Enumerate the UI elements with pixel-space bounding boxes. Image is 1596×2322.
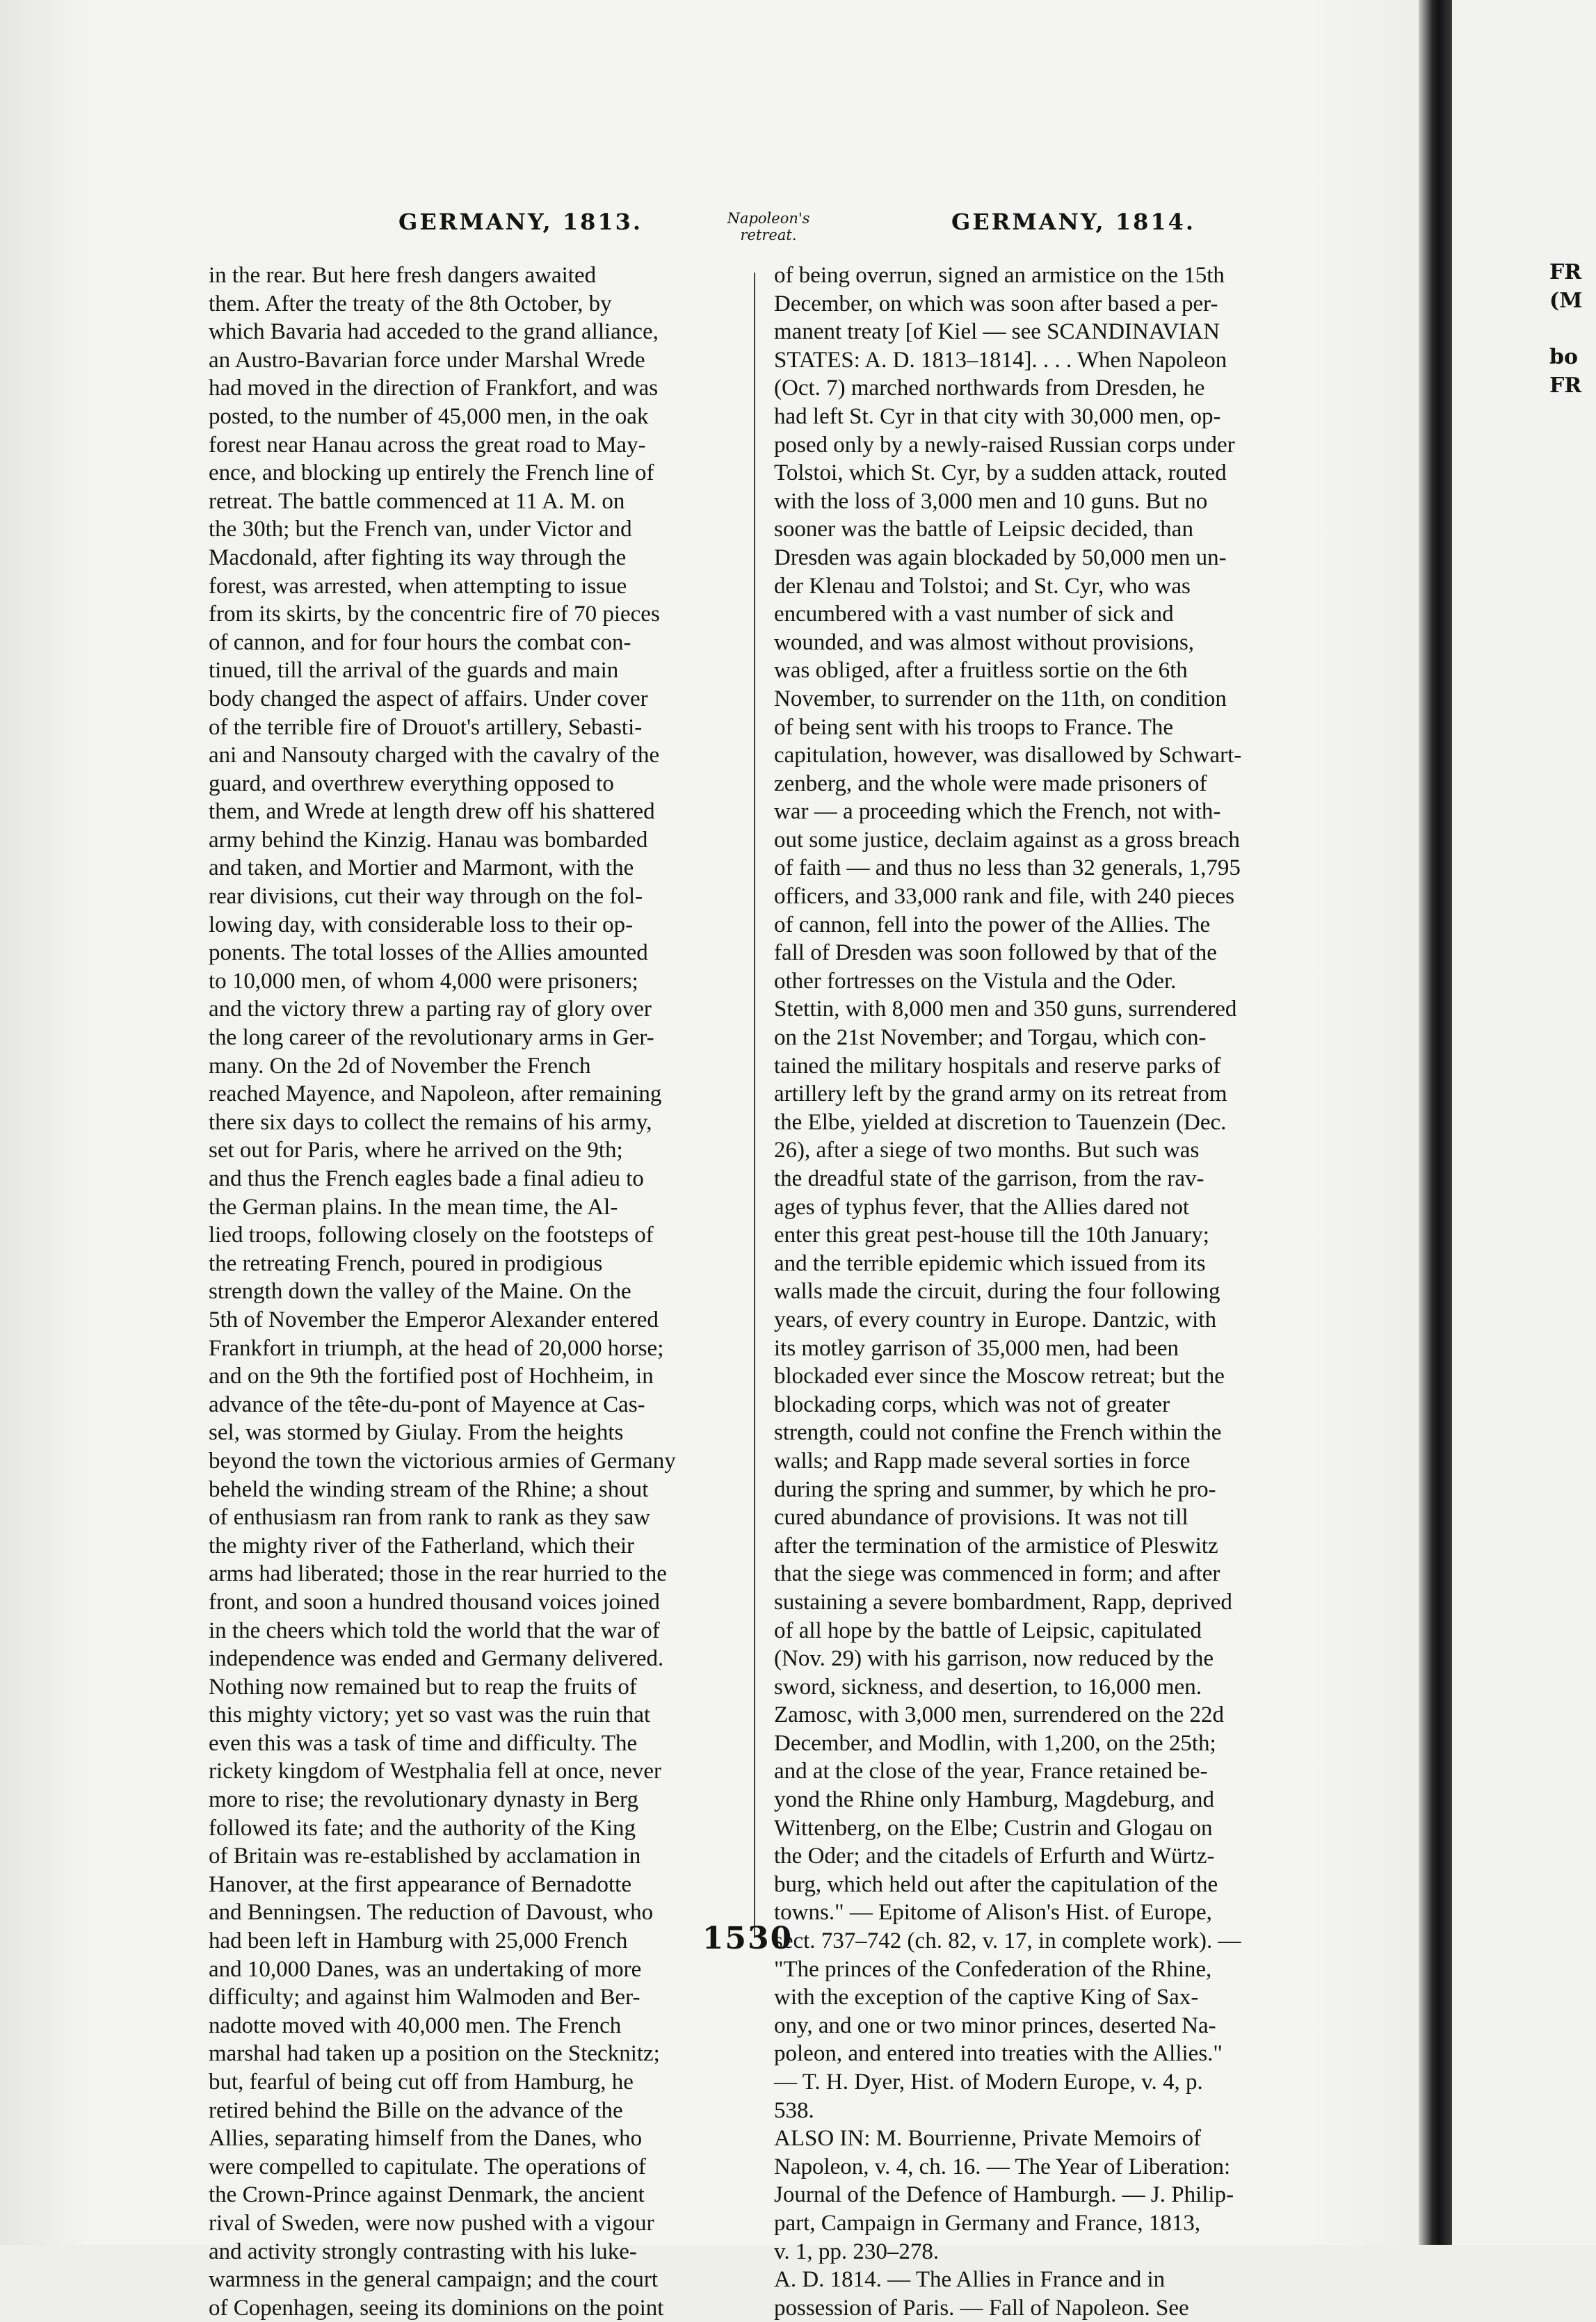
text-line: on the 21st November; and Torgau, which con- [774,1025,1207,1051]
text-line: but, fearful of being cut off from Hamburg, he [209,2070,634,2095]
text-line: 5th of November the Emperor Alexander entered [209,1307,659,1332]
text-line: and activity strongly contrasting with his luke- [209,2239,637,2264]
column-rule [754,273,755,1938]
text-line: ony, and one or two minor princes, deserted Na- [774,2013,1216,2038]
text-line: of Britain was re-established by acclamation in [209,1844,641,1869]
left-text-column [209,261,744,2322]
text-line: 538. [774,2097,814,2123]
text-line: of all hope by the battle of Leipsic, capitulated [774,1618,1202,1643]
text-line: A. D. 1814. — The Allies in France and in [774,2267,1166,2293]
text-line: Zamosc, with 3,000 men, surrendered on the 22d [774,1702,1225,1728]
text-line: fall of Dresden was soon followed by that of the [774,940,1217,966]
text-line: had been left in Hamburg with 25,000 French [209,1928,628,1954]
text-line: of enthusiasm ran from rank to rank as they saw [209,1505,651,1531]
text-line: years, of every country in Europe. Dantzic, with [774,1307,1216,1332]
text-line: lied troops, following closely on the footsteps of [209,1223,654,1248]
text-line: were compelled to capitulate. The operations of [209,2154,646,2179]
text-line: strength down the valley of the Maine. On the [209,1279,631,1305]
running-head-left: GERMANY, 1813. [398,209,643,235]
running-head-right: GERMANY, 1814. [951,209,1196,235]
text-line: and the victory threw a parting ray of glory over [209,997,652,1022]
text-line: other fortresses on the Vistula and the Oder. [774,968,1177,994]
text-line: sooner was the battle of Leipsic decided, than [774,517,1193,542]
text-line: warmness in the general campaign; and the court [209,2267,659,2293]
text-line: artillery left by the grand army on its retreat from [774,1081,1227,1107]
text-line: rival of Sweden, were now pushed with a vigour [209,2210,654,2236]
text-line: December, and Modlin, with 1,200, on the 25th; [774,1730,1216,1756]
text-line: Nothing now remained but to reap the fruits of [209,1674,637,1700]
text-line: and taken, and Mortier and Marmont, with the [209,855,634,881]
text-line: Dresden was again blockaded by 50,000 men un- [774,545,1227,570]
text-line: STATES: A. D. 1813–1814]. . . . When Napoleon [774,347,1227,373]
book-gutter [1419,0,1452,2245]
text-line: towns." — Epitome of Alison's Hist. of Europe, [774,1900,1212,1926]
text-line: with the exception of the captive King of Sax- [774,1985,1199,2010]
text-line: that the siege was commenced in form; and after [774,1561,1220,1587]
text-line: enter this great pest-house till the 10th January; [774,1223,1209,1248]
text-line: them, and Wrede at length drew off his shattered [209,799,655,825]
text-line: Tolstoi, which St. Cyr, by a sudden attack, routed [774,460,1227,486]
text-line: der Klenau and Tolstoi; and St. Cyr, who was [774,573,1191,599]
text-line: the long career of the revolutionary arms in Ger- [209,1025,654,1051]
text-line: followed its fate; and the authority of the King [209,1815,636,1841]
text-line: the mighty river of the Fatherland, which their [209,1533,635,1558]
text-line: v. 1, pp. 230–278. [774,2239,940,2264]
text-line: many. On the 2d of November the French [209,1053,591,1079]
text-line: with the loss of 3,000 men and 10 guns. But no [774,488,1208,514]
text-line: the Crown-Prince against Denmark, the ancient [209,2182,645,2208]
text-line: more to rise; the revolutionary dynasty in Berg [209,1787,639,1813]
text-line: army behind the Kinzig. Hanau was bombarded [209,827,648,853]
text-line: which Bavaria had acceded to the grand alliance, [209,319,659,345]
text-line: out some justice, declaim against as a gross breach [774,827,1240,853]
text-line: war — a proceeding which the French, not with- [774,799,1221,825]
text-line: arms had liberated; those in the rear hurried to the [209,1561,667,1587]
adjacent-page-fragment: FR [1549,373,1582,398]
text-line: and thus the French eagles bade a final adieu to [209,1166,644,1191]
text-line: during the spring and summer, by which he pro- [774,1476,1216,1502]
text-line: after the termination of the armistice of Pleswitz [774,1533,1218,1558]
text-line: burg, which held out after the capitulation of the [774,1871,1218,1897]
text-line: sword, sickness, and desertion, to 16,000 men. [774,1674,1202,1700]
text-line: the retreating French, poured in prodigious [209,1250,603,1276]
adjacent-page-fragment: FR [1549,260,1582,284]
text-line: encumbered with a vast number of sick and [774,602,1174,627]
text-line: rickety kingdom of Westphalia fell at once, never [209,1759,662,1784]
text-line: ani and Nansouty charged with the cavalry of the [209,743,660,768]
text-line: in the rear. But here fresh dangers awaited [209,263,597,288]
text-line: difficulty; and against him Walmoden and Ber- [209,1985,640,2010]
text-line: rear divisions, cut their way through on the fol- [209,884,643,910]
text-line: Journal of the Defence of Hamburgh. — J. Philip- [774,2182,1234,2208]
text-line: (Nov. 29) with his garrison, now reduced by the [774,1646,1214,1672]
text-line: the Elbe, yielded at discretion to Tauenzein (Dec. [774,1109,1227,1135]
text-line: independence was ended and Germany delivered. [209,1646,664,1672]
text-line: advance of the tête-du-pont of Mayence at Cas- [209,1392,645,1417]
text-line: December, on which was soon after based a per- [774,291,1218,316]
text-line: body changed the aspect of affairs. Under cover [209,686,648,711]
text-line: the German plains. In the mean time, the Al- [209,1194,618,1220]
text-line: had left St. Cyr in that city with 30,000 men, op- [774,403,1221,429]
text-line: this mighty victory; yet so vast was the ruin that [209,1702,651,1728]
text-line: officers, and 33,000 rank and file, with 240 pieces [774,884,1234,910]
text-line: front, and soon a hundred thousand voices joined [209,1589,660,1615]
text-line: Frankfort in triumph, at the head of 20,000 horse; [209,1335,664,1361]
text-line: Napoleon, v. 4, ch. 16. — The Year of Liberation: [774,2154,1231,2179]
text-line: walls made the circuit, during the four following [774,1279,1220,1305]
text-line: Stettin, with 8,000 men and 350 guns, surrendered [774,997,1237,1022]
text-line: walls; and Rapp made several sorties in force [774,1448,1191,1474]
text-line: 26), after a siege of two months. But such was [774,1138,1200,1163]
text-line: an Austro-Bavarian force under Marshal Wrede [209,347,645,373]
text-line: beheld the winding stream of the Rhine; a shout [209,1476,649,1502]
text-line: Wittenberg, on the Elbe; Custrin and Glogau on [774,1815,1213,1841]
text-line: lowing day, with considerable loss to their op- [209,912,634,937]
text-line: sect. 737–742 (ch. 82, v. 17, in complete work). — [774,1928,1241,1954]
text-line: and on the 9th the fortified post of Hochheim, in [209,1364,654,1389]
running-head-center-line2: retreat. [740,227,797,243]
text-line: retreat. The battle commenced at 11 A. M. on [209,488,625,514]
text-line: ence, and blocking up entirely the French line of [209,460,654,486]
text-line: and the terrible epidemic which issued from its [774,1250,1206,1276]
text-line: zenberg, and the whole were made prisoners of [774,771,1207,796]
text-line: ALSO IN: M. Bourrienne, Private Memoirs of [774,2126,1202,2152]
text-line: Hanover, at the first appearance of Bernadotte [209,1871,631,1897]
text-line: from its skirts, by the concentric fire of 70 pieces [209,602,660,627]
text-line: of cannon, and for four hours the combat con- [209,629,631,655]
text-line: — T. H. Dyer, Hist. of Modern Europe, v. 4, p. [774,2070,1203,2095]
text-line: and 10,000 Danes, was an undertaking of more [209,1956,642,1982]
running-head-center [716,210,821,243]
page-number: 1530 [702,1921,793,1956]
text-line: retired behind the Bille on the advance of the [209,2097,623,2123]
text-line: possession of Paris. — Fall of Napoleon. See [774,2295,1189,2321]
text-line: to 10,000 men, of whom 4,000 were prisoners; [209,968,638,994]
text-line: of being sent with his troops to France. The [774,714,1174,740]
text-line: nadotte moved with 40,000 men. The French [209,2013,622,2038]
text-line: posed only by a newly-raised Russian corps under [774,432,1235,458]
text-line: poleon, and entered into treaties with the Allies." [774,2041,1223,2067]
text-line: forest, was arrested, when attempting to issue [209,573,627,599]
text-line: of being overrun, signed an armistice on the 15th [774,263,1225,288]
text-line: sel, was stormed by Giulay. From the heights [209,1420,624,1446]
text-line: tained the military hospitals and reserve parks of [774,1053,1221,1079]
text-line: beyond the town the victorious armies of Germany [209,1448,676,1474]
text-line: blockading corps, which was not of greater [774,1392,1170,1417]
text-line: them. After the treaty of the 8th October, by [209,291,612,316]
text-line: the 30th; but the French van, under Victor and [209,517,632,542]
text-line: November, to surrender on the 11th, on condition [774,686,1227,711]
text-line: forest near Hanau across the great road to May- [209,432,646,458]
text-line: reached Mayence, and Napoleon, after remaining [209,1081,662,1107]
text-line: marshal had taken up a position on the Stecknitz; [209,2041,660,2067]
text-line: and at the close of the year, France retained be- [774,1759,1208,1784]
text-line: had moved in the direction of Frankfort, and was [209,376,659,401]
text-line: in the cheers which told the world that the war of [209,1618,660,1643]
text-line: of cannon, fell into the power of the Allies. The [774,912,1211,937]
text-line: ages of typhus fever, that the Allies dared not [774,1194,1190,1220]
text-line: the Oder; and the citadels of Erfurth and Würtz- [774,1844,1215,1869]
text-line: part, Campaign in Germany and France, 1813, [774,2210,1201,2236]
text-line: was obliged, after a fruitless sortie on the 6th [774,658,1188,684]
text-line: there six days to collect the remains of his army, [209,1109,652,1135]
text-line: even this was a task of time and difficulty. The [209,1730,638,1756]
text-line: Allies, separating himself from the Danes, who [209,2126,643,2152]
text-line: and Benningsen. The reduction of Davoust, who [209,1900,654,1926]
text-line: set out for Paris, where he arrived on the 9th; [209,1138,623,1163]
text-line: its motley garrison of 35,000 men, had been [774,1335,1179,1361]
text-line: capitulation, however, was disallowed by Schwart- [774,743,1242,768]
text-line: yond the Rhine only Hamburg, Magdeburg, and [774,1787,1215,1813]
text-line: cured abundance of provisions. It was not till [774,1505,1188,1531]
text-line: posted, to the number of 45,000 men, in the oak [209,403,649,429]
text-line: the dreadful state of the garrison, from the rav- [774,1166,1204,1191]
text-line: guard, and overthrew everything opposed to [209,771,614,796]
text-line: Macdonald, after fighting its way through the [209,545,627,570]
text-line: wounded, and was almost without provisions, [774,629,1195,655]
text-line: blockaded ever since the Moscow retreat; but the [774,1364,1225,1389]
running-head-center-line1: Napoleon's [727,210,810,227]
text-line: strength, could not confine the French within the [774,1420,1222,1446]
text-line: sustaining a severe bombardment, Rapp, deprived [774,1589,1232,1615]
text-line: ponents. The total losses of the Allies amounted [209,940,648,966]
right-text-column [774,261,1316,2322]
text-line: of faith — and thus no less than 32 generals, 1,795 [774,855,1241,881]
text-line: "The princes of the Confederation of the Rhine, [774,1956,1212,1982]
text-line: tinued, till the arrival of the guards and main [209,658,619,684]
adjacent-page-fragment: (M [1549,288,1583,313]
text-line: (Oct. 7) marched northwards from Dresden, he [774,376,1205,401]
text-line: of Copenhagen, seeing its dominions on the point [209,2295,664,2321]
adjacent-page-edge [1452,0,1596,2245]
text-line: manent treaty [of Kiel — see SCANDINAVIAN [774,319,1220,345]
text-line: of the terrible fire of Drouot's artillery, Sebasti- [209,714,643,740]
adjacent-page-fragment: bo [1549,345,1578,370]
